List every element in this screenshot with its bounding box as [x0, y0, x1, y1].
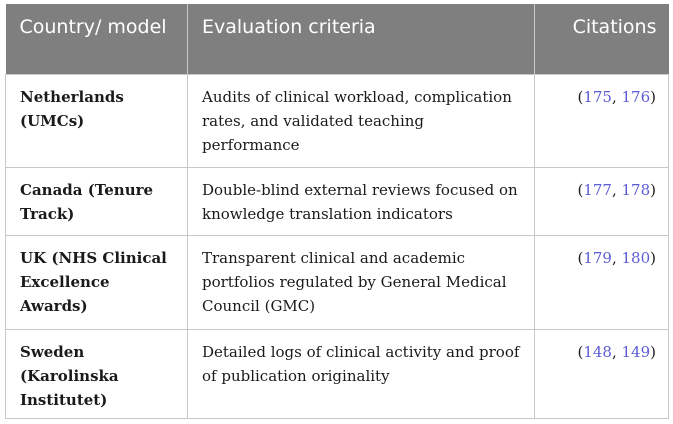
criteria-cell: Double-blind external reviews focused on knowledge translation indicators — [188, 167, 535, 235]
citations-cell: (177, 178) — [535, 167, 669, 235]
table-row — [6, 235, 669, 329]
header-country-model: Country/ model — [6, 4, 188, 74]
criteria-cell: Detailed logs of clinical activity and proof of publication originality — [188, 329, 535, 418]
header-citations: Citations — [535, 4, 669, 74]
citation-link[interactable]: 179 — [583, 248, 612, 267]
citation-link[interactable]: 148 — [583, 342, 612, 361]
table-header-row — [6, 4, 669, 74]
citations-cell: (148, 149) — [535, 329, 669, 418]
citation-link[interactable]: 149 — [621, 342, 651, 361]
citation-link[interactable]: 180 — [621, 248, 651, 267]
criteria-cell: Transparent clinical and academic portfolios regulated by General Medical Council (GMC) — [188, 235, 535, 329]
citation-link[interactable]: 175 — [583, 87, 612, 106]
country-cell: Sweden (Karolinska Institutet) — [6, 329, 188, 418]
citations-cell: (179, 180) — [535, 235, 669, 329]
country-cell: Netherlands (UMCs) — [6, 74, 188, 167]
table-row — [6, 74, 669, 167]
evaluation-criteria-table — [5, 4, 669, 419]
citation-link[interactable]: 176 — [621, 87, 651, 106]
country-cell: UK (NHS Clinical Excellence Awards) — [6, 235, 188, 329]
country-cell: Canada (Tenure Track) — [6, 167, 188, 235]
citation-link[interactable]: 178 — [621, 180, 651, 199]
citations-cell: (175, 176) — [535, 74, 669, 167]
header-evaluation-criteria: Evaluation criteria — [188, 4, 535, 74]
citation-link[interactable]: 177 — [583, 180, 612, 199]
table-row — [6, 167, 669, 235]
criteria-cell: Audits of clinical workload, complication rates, and validated teaching performance — [188, 74, 535, 167]
table-row — [6, 329, 669, 418]
